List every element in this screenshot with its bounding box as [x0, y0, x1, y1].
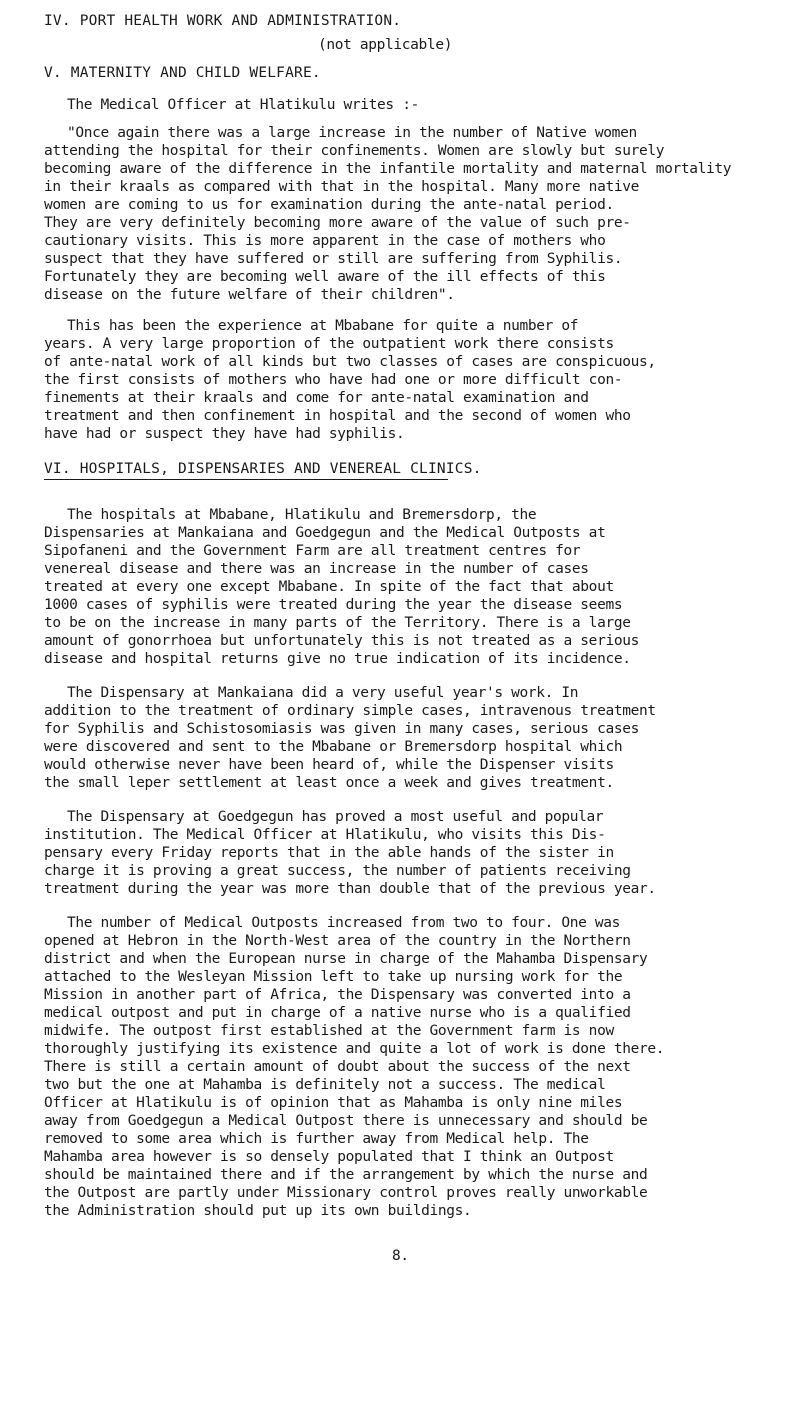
quote-line: suspect that they have suffered or still are suffering from Syphilis.: [44, 251, 623, 267]
quote-line: attending the hospital for their confinements. Women are slowly but surely: [44, 143, 665, 159]
paragraph-line: Mission in another part of Africa, the Dispensary was converted into a: [44, 987, 631, 1003]
paragraph-line: away from Goedgegun a Medical Outpost there is unnecessary and should be: [44, 1113, 648, 1129]
quote-line: disease on the future welfare of their children".: [44, 287, 455, 303]
paragraph-line: the Outpost are partly under Missionary control proves really unworkable: [44, 1185, 648, 1201]
paragraph-line: venereal disease and there was an increase in the number of cases: [44, 561, 589, 577]
paragraph-line: amount of gonorrhoea but unfortunately this is not treated as a serious: [44, 633, 639, 649]
paragraph-line: would otherwise never have been heard of, while the Dispenser visits: [44, 757, 614, 773]
paragraph-line: There is still a certain amount of doubt about the success of the next: [44, 1059, 631, 1075]
paragraph-line: The number of Medical Outposts increased from two to four. One was: [67, 915, 621, 931]
quote-line: Fortunately they are becoming well aware of the ill effects of this: [44, 269, 606, 285]
paragraph-line: midwife. The outpost first established at the Government farm is now: [44, 1023, 614, 1039]
paragraph-line: years. A very large proportion of the outpatient work there consists: [44, 336, 614, 352]
paragraph-line: opened at Hebron in the North-West area of the country in the Northern: [44, 933, 631, 949]
quote-line: women are coming to us for examination during the ante-natal period.: [44, 197, 614, 213]
paragraph-line: to be on the increase in many parts of the Territory. There is a large: [44, 615, 631, 631]
paragraph-line: medical outpost and put in charge of a native nurse who is a qualified: [44, 1005, 631, 1021]
section-v-heading: V. MATERNITY AND CHILD WELFARE.: [44, 65, 321, 81]
section-iv-note: (not applicable): [318, 37, 453, 53]
quote-line: in their kraals as compared with that in the hospital. Many more native: [44, 179, 639, 195]
paragraph-line: The Dispensary at Mankaiana did a very useful year's work. In: [67, 685, 579, 701]
paragraph-line: the Administration should put up its own buildings.: [44, 1203, 472, 1219]
quote-line: "Once again there was a large increase in the number of Native women: [67, 125, 637, 141]
page-number: 8.: [392, 1248, 409, 1264]
paragraph-line: have had or suspect they have had syphilis.: [44, 426, 405, 442]
paragraph-line: treated at every one except Mbabane. In spite of the fact that about: [44, 579, 614, 595]
section-iv-heading: IV. PORT HEALTH WORK AND ADMINISTRATION.: [44, 13, 402, 29]
paragraph-line: The Dispensary at Goedgegun has proved a most useful and popular: [67, 809, 604, 825]
paragraph-line: This has been the experience at Mbabane for quite a number of: [67, 318, 579, 334]
paragraph-line: Sipofaneni and the Government Farm are all treatment centres for: [44, 543, 581, 559]
paragraph-line: two but the one at Mahamba is definitely not a success. The medical: [44, 1077, 606, 1093]
paragraph-line: were discovered and sent to the Mbabane or Bremersdorp hospital which: [44, 739, 623, 755]
paragraph-line: Officer at Hlatikulu is of opinion that as Mahamba is only nine miles: [44, 1095, 623, 1111]
paragraph-line: 1000 cases of syphilis were treated during the year the disease seems: [44, 597, 623, 613]
paragraph-line: the first consists of mothers who have had one or more difficult con-: [44, 372, 623, 388]
paragraph-line: addition to the treatment of ordinary simple cases, intravenous treatment: [44, 703, 656, 719]
paragraph-line: Mahamba area however is so densely populated that I think an Outpost: [44, 1149, 614, 1165]
paragraph-line: should be maintained there and if the arrangement by which the nurse and: [44, 1167, 648, 1183]
paragraph-line: the small leper settlement at least once a week and gives treatment.: [44, 775, 614, 791]
paragraph-line: Dispensaries at Mankaiana and Goedgegun and the Medical Outposts at: [44, 525, 606, 541]
paragraph-line: thoroughly justifying its existence and quite a lot of work is done there.: [44, 1041, 665, 1057]
heading-underline: [44, 479, 448, 480]
paragraph-line: removed to some area which is further away from Medical help. The: [44, 1131, 589, 1147]
paragraph-line: finements at their kraals and come for ante-natal examination and: [44, 390, 589, 406]
paragraph-line: institution. The Medical Officer at Hlatikulu, who visits this Dis-: [44, 827, 606, 843]
paragraph-line: pensary every Friday reports that in the able hands of the sister in: [44, 845, 614, 861]
paragraph-line: of ante-natal work of all kinds but two classes of cases are conspicuous,: [44, 354, 656, 370]
paragraph-line: disease and hospital returns give no true indication of its incidence.: [44, 651, 631, 667]
section-vi-heading: VI. HOSPITALS, DISPENSARIES AND VENEREAL CLINICS.: [44, 461, 482, 477]
quote-line: cautionary visits. This is more apparent in the case of mothers who: [44, 233, 606, 249]
section-v-intro: The Medical Officer at Hlatikulu writes :-: [67, 97, 419, 113]
paragraph-line: for Syphilis and Schistosomiasis was given in many cases, serious cases: [44, 721, 639, 737]
paragraph-line: attached to the Wesleyan Mission left to take up nursing work for the: [44, 969, 623, 985]
paragraph-line: treatment during the year was more than double that of the previous year.: [44, 881, 656, 897]
paragraph-line: charge it is proving a great success, the number of patients receiving: [44, 863, 631, 879]
quote-line: becoming aware of the difference in the infantile mortality and maternal mortality: [44, 161, 732, 177]
paragraph-line: treatment and then confinement in hospital and the second of women who: [44, 408, 631, 424]
paragraph-line: district and when the European nurse in charge of the Mahamba Dispensary: [44, 951, 648, 967]
paragraph-line: The hospitals at Mbabane, Hlatikulu and Bremersdorp, the: [67, 507, 537, 523]
quote-line: They are very definitely becoming more aware of the value of such pre-: [44, 215, 631, 231]
